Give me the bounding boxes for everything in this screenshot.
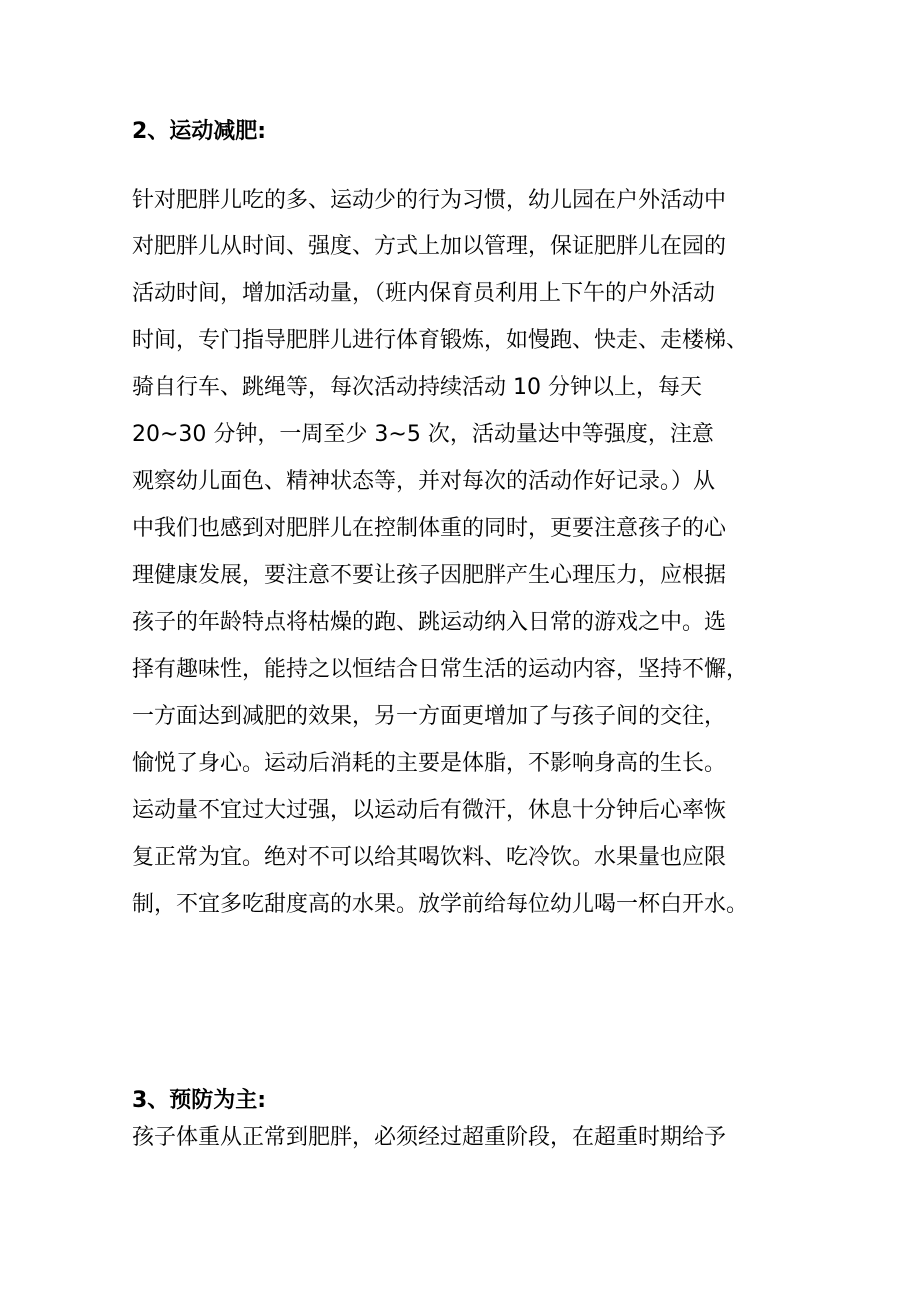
section-2-heading: 2、运动减肥:: [132, 119, 267, 144]
paragraph-line: 择有趣味性，能持之以恒结合日常生活的运动内容，坚持不懈，: [132, 657, 749, 682]
paragraph-line: 中我们也感到对肥胖儿在控制体重的同时，更要注意孩子的心: [132, 516, 727, 541]
paragraph-line: 理健康发展，要注意不要让孩子因肥胖产生心理压力，应根据: [132, 563, 727, 588]
paragraph-line: 孩子的年龄特点将枯燥的跑、跳运动纳入日常的游戏之中。选: [132, 610, 727, 635]
paragraph-line: 活动时间，增加活动量，（班内保育员利用上下午的户外活动: [132, 281, 716, 306]
paragraph-line: 愉悦了身心。运动后消耗的主要是体脂，不影响身高的生长。: [132, 751, 727, 776]
paragraph-line: 20~30 分钟，一周至少 3~5 次，活动量达中等强度，注意: [132, 422, 714, 447]
paragraph-line: 孩子体重从正常到肥胖，必须经过超重阶段，在超重时期给予: [132, 1125, 727, 1150]
paragraph-line: 对肥胖儿从时间、强度、方式上加以管理，保证肥胖儿在园的: [132, 234, 727, 259]
paragraph-line: 骑自行车、跳绳等，每次活动持续活动 10 分钟以上，每天: [132, 375, 702, 400]
paragraph-line: 运动量不宜过大过强，以运动后有微汗，休息十分钟后心率恢: [132, 798, 727, 823]
section-3-heading: 3、预防为主:: [132, 1088, 267, 1113]
paragraph-line: 观察幼儿面色、精神状态等，并对每次的活动作好记录。）从: [132, 469, 716, 494]
paragraph-line: 一方面达到减肥的效果，另一方面更增加了与孩子间的交往，: [132, 704, 727, 729]
paragraph-line: 时间，专门指导肥胖儿进行体育锻炼，如慢跑、快走、走楼梯、: [132, 328, 749, 353]
paragraph-line: 复正常为宜。绝对不可以给其喝饮料、吃冷饮。水果量也应限: [132, 845, 727, 870]
paragraph-line: 针对肥胖儿吃的多、运动少的行为习惯，幼儿园在户外活动中: [132, 188, 727, 213]
paragraph-line: 制，不宜多吃甜度高的水果。放学前给每位幼儿喝一杯白开水。: [132, 892, 749, 917]
